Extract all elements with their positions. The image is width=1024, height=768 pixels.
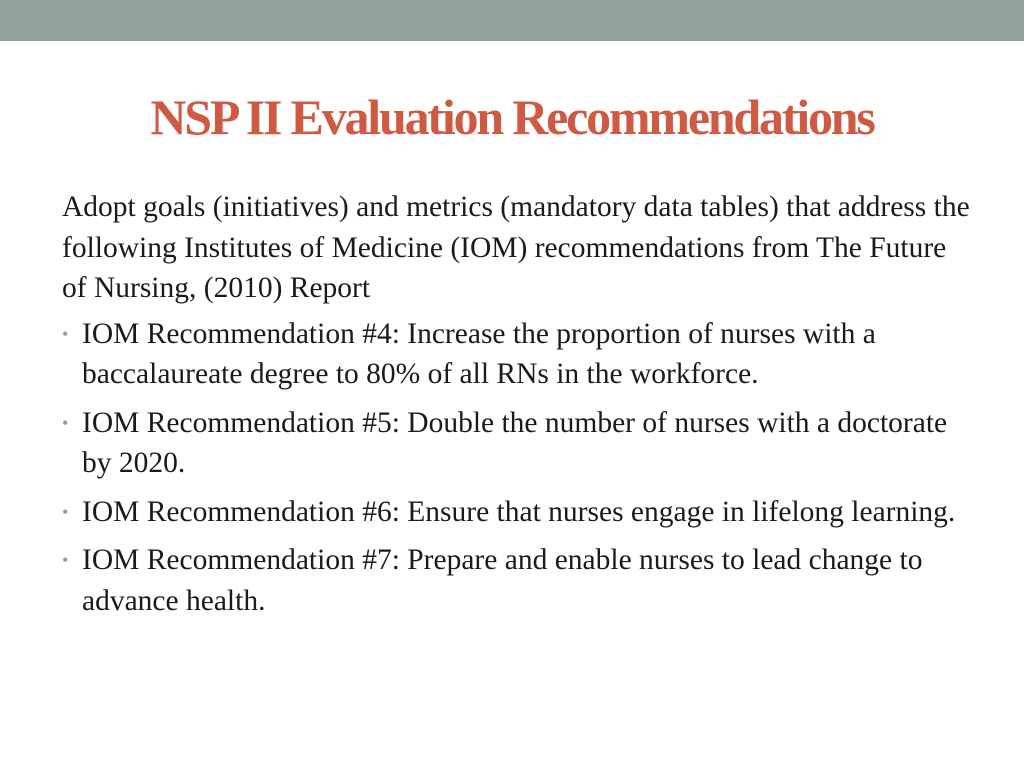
recommendation-text: IOM Recommendation #4: Increase the proportion of nurses with a baccalaureate degree to 80% of all RNs in the workforce. — [82, 317, 876, 390]
recommendation-item-4 — [62, 314, 972, 395]
bullet-icon: • — [62, 550, 69, 570]
recommendation-item-7 — [62, 540, 972, 621]
bullet-icon: • — [62, 323, 69, 344]
recommendation-item-6 — [62, 492, 972, 533]
recommendation-list — [62, 314, 972, 622]
bullet-icon: • — [62, 412, 69, 433]
recommendation-text: IOM Recommendation #6: Ensure that nurses engage in lifelong learning. — [82, 495, 956, 528]
recommendation-text: IOM Recommendation #5: Double the number of nurses with a doctorate by 2020. — [82, 406, 948, 479]
recommendation-item-5 — [62, 403, 972, 484]
intro-paragraph: Adopt goals (initiatives) and metrics (mandatory data tables) that address the following Institutes of Medicine (IOM) recommendations from The Future of Nursing, (2010) Report — [62, 191, 970, 304]
slide-title: NSP II Evaluation Recommendations — [150, 89, 874, 145]
bullet-icon: • — [62, 501, 69, 522]
top-accent-bar — [0, 0, 1024, 41]
recommendation-text: IOM Recommendation #7: Prepare and enable nurses to lead change to advance health. — [82, 544, 923, 617]
slide-body — [62, 187, 972, 629]
